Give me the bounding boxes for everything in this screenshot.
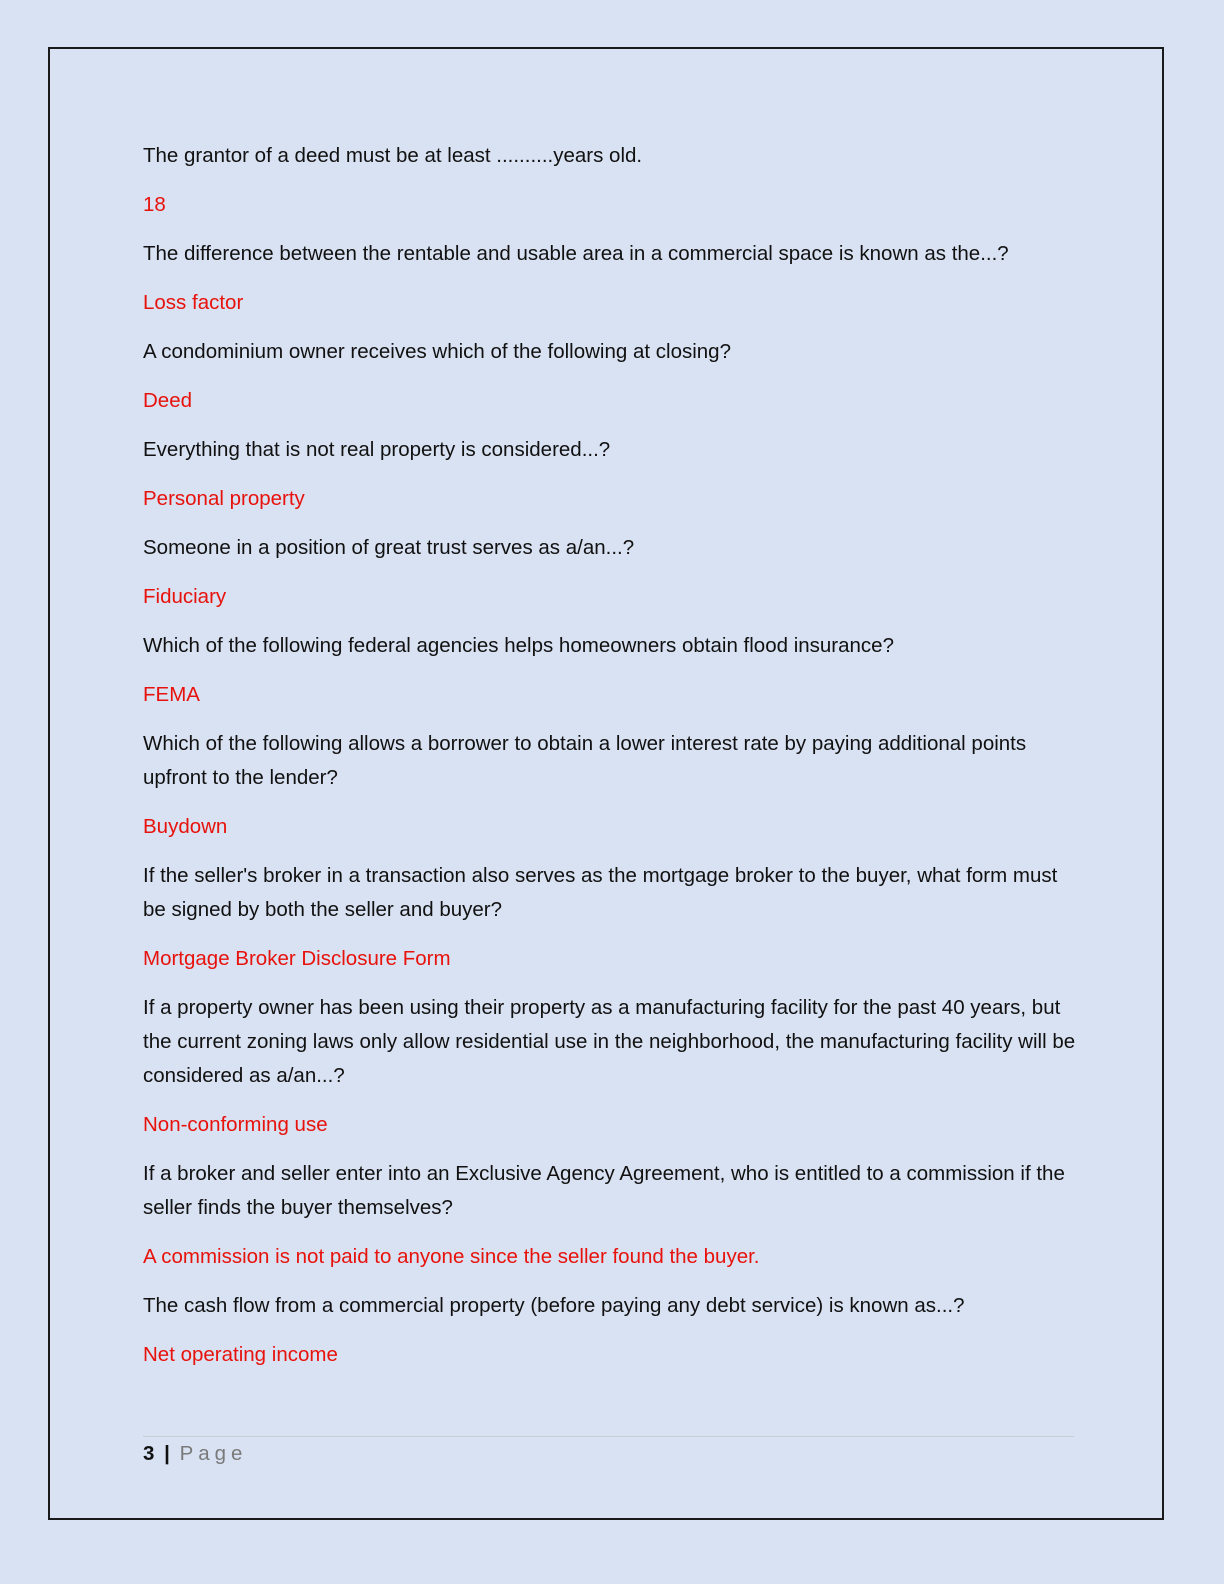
footer-separator: |	[164, 1442, 170, 1465]
answer-6: FEMA	[143, 683, 200, 706]
question-11: The cash flow from a commercial property (before paying any debt service) is known as...?	[143, 1294, 965, 1317]
page-label: Page	[179, 1442, 248, 1465]
answer-8: Mortgage Broker Disclosure Form	[143, 947, 451, 970]
qa-list	[143, 139, 1078, 1387]
question-2: The difference between the rentable and usable area in a commercial space is known as the...?	[143, 242, 1009, 265]
answer-4: Personal property	[143, 487, 305, 510]
answer-9: Non-conforming use	[143, 1113, 328, 1136]
page-number: 3	[143, 1442, 155, 1465]
answer-7: Buydown	[143, 815, 228, 838]
question-8: If the seller's broker in a transaction also serves as the mortgage broker to the buyer, what form must be signed by both the seller and buyer?	[143, 864, 1058, 921]
answer-3: Deed	[143, 389, 193, 412]
question-4: Everything that is not real property is considered...?	[143, 438, 611, 461]
answer-11: Net operating income	[143, 1343, 338, 1366]
answer-1: 18	[143, 193, 166, 216]
question-1: The grantor of a deed must be at least ..........years old.	[143, 144, 643, 167]
question-3: A condominium owner receives which of the following at closing?	[143, 340, 731, 363]
answer-10: A commission is not paid to anyone since the seller found the buyer.	[143, 1245, 760, 1268]
answer-2: Loss factor	[143, 291, 244, 314]
question-9: If a property owner has been using their property as a manufacturing facility for the past 40 years, but the current zoning laws only allow residential use in the neighborhood, the manufacturing facility will be considered as a/an...?	[143, 996, 1076, 1087]
question-6: Which of the following federal agencies helps homeowners obtain flood insurance?	[143, 634, 894, 657]
answer-5: Fiduciary	[143, 585, 227, 608]
page-footer	[143, 1440, 247, 1468]
footer-divider	[143, 1436, 1074, 1437]
question-7: Which of the following allows a borrower to obtain a lower interest rate by paying additional points upfront to the lender?	[143, 732, 1027, 789]
question-5: Someone in a position of great trust serves as a/an...?	[143, 536, 635, 559]
question-10: If a broker and seller enter into an Exclusive Agency Agreement, who is entitled to a commission if the seller finds the buyer themselves?	[143, 1162, 1065, 1219]
